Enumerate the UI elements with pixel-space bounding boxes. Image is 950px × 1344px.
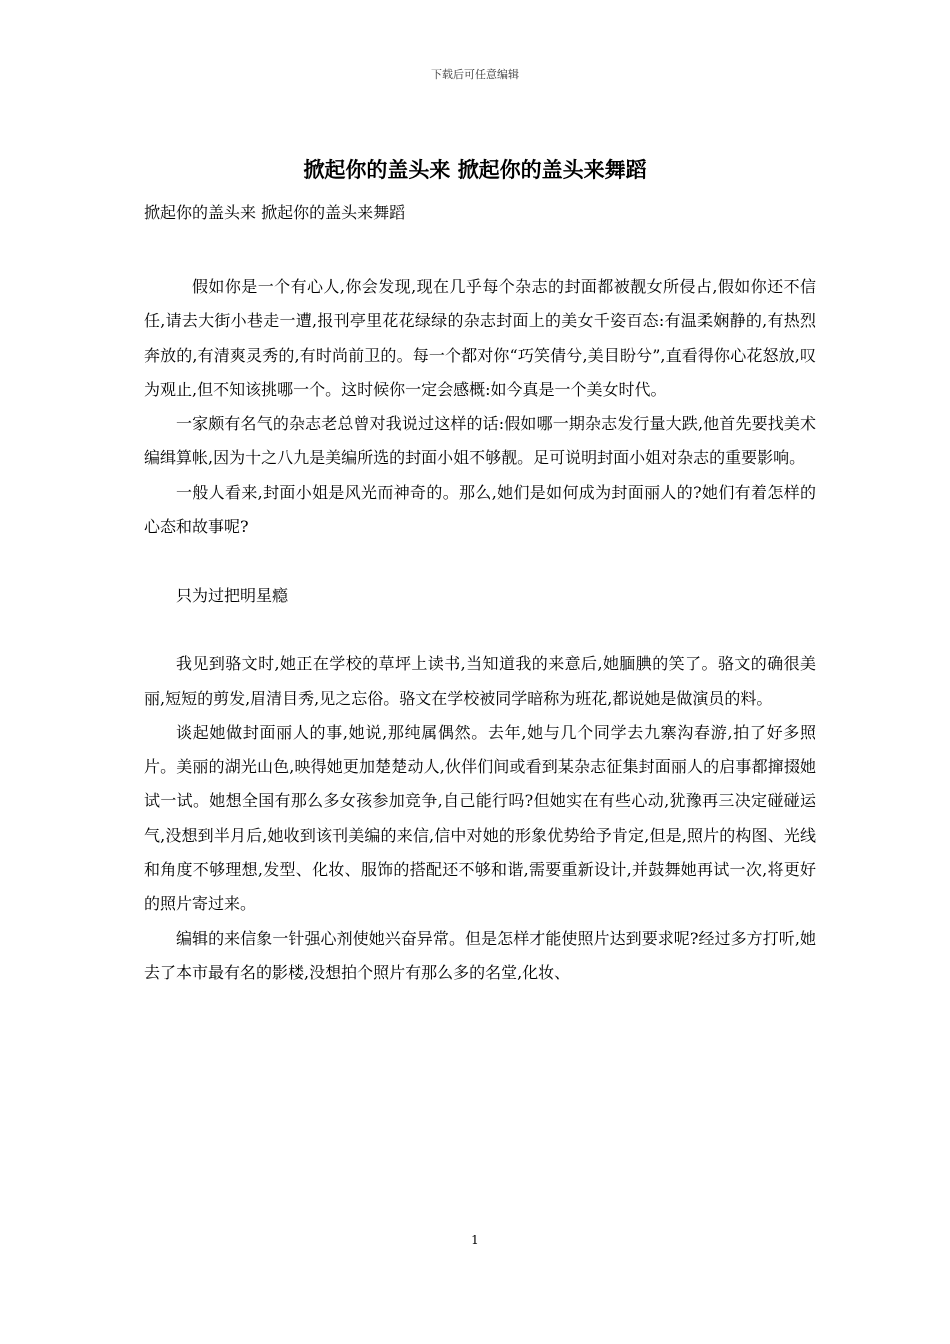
body-paragraph: 我见到骆文时,她正在学校的草坪上读书,当知道我的来意后,她腼腆的笑了。骆文的确很美丽,短短的剪发,眉清目秀,见之忘俗。骆文在学校被同学暗称为班花,都说她是做演员的料。 [144,654,816,708]
body-paragraph: 一家颇有名气的杂志老总曾对我说过这样的话:假如哪一期杂志发行量大跌,他首先要找美术编缉算帐,因为十之八九是美编所选的封面小姐不够靓。足可说明封面小姐对杂志的重要影响。 [144,414,816,468]
body-paragraph: 编辑的来信象一针强心剂使她兴奋异常。但是怎样才能使照片达到要求呢?经过多方打听,她去了本市最有名的影楼,没想拍个照片有那么多的名堂,化妆、 [144,928,816,982]
body-paragraph: 假如你是一个有心人,你会发现,现在几乎每个杂志的封面都被靓女所侵占,假如你还不信任,请去大街小巷走一遭,报刊亭里花花绿绿的杂志封面上的美女千姿百态:有温柔娴静的,有热烈奔放的,有清爽灵秀的,有时尚前卫的。每一个都对你“巧笑倩兮,美目盼兮”,直看得你心花怒放,叹为观止,但不知该挑哪一个。这时候你一定会感概:如今真是一个美女时代。 [144,277,816,399]
document-subtitle: 掀起你的盖头来 掀起你的盖头来舞蹈 [144,203,406,222]
section-heading: 只为过把明星瘾 [176,585,289,605]
body-paragraph: 谈起她做封面丽人的事,她说,那纯属偶然。去年,她与几个同学去九寨沟春游,拍了好多照片。美丽的湖光山色,映得她更加楚楚动人,伙伴们间或看到某杂志征集封面丽人的启事都撺掇她试一试。她想全国有那么多女孩参加竞争,自己能行吗?但她实在有些心动,犹豫再三决定碰碰运气,没想到半月后,她收到该刊美编的来信,信中对她的形象优势给予肯定,但是,照片的构图、光线和角度不够理想,发型、化妆、服饰的搭配还不够和谐,需要重新设计,并鼓舞她再试一次,将更好的照片寄过来。 [144,722,816,914]
paragraph-spacer [144,613,816,647]
body-paragraph: 一般人看来,封面小姐是风光而神奇的。那么,她们是如何成为封面丽人的?她们有着怎样的心态和故事呢? [144,482,816,537]
page-number: 1 [471,1233,479,1247]
header-note: 下载后可任意编辑 [431,68,519,81]
document-body [144,270,816,990]
document-title: 掀起你的盖头来 掀起你的盖头来舞蹈 [303,158,647,182]
paragraph-spacer [144,544,816,578]
